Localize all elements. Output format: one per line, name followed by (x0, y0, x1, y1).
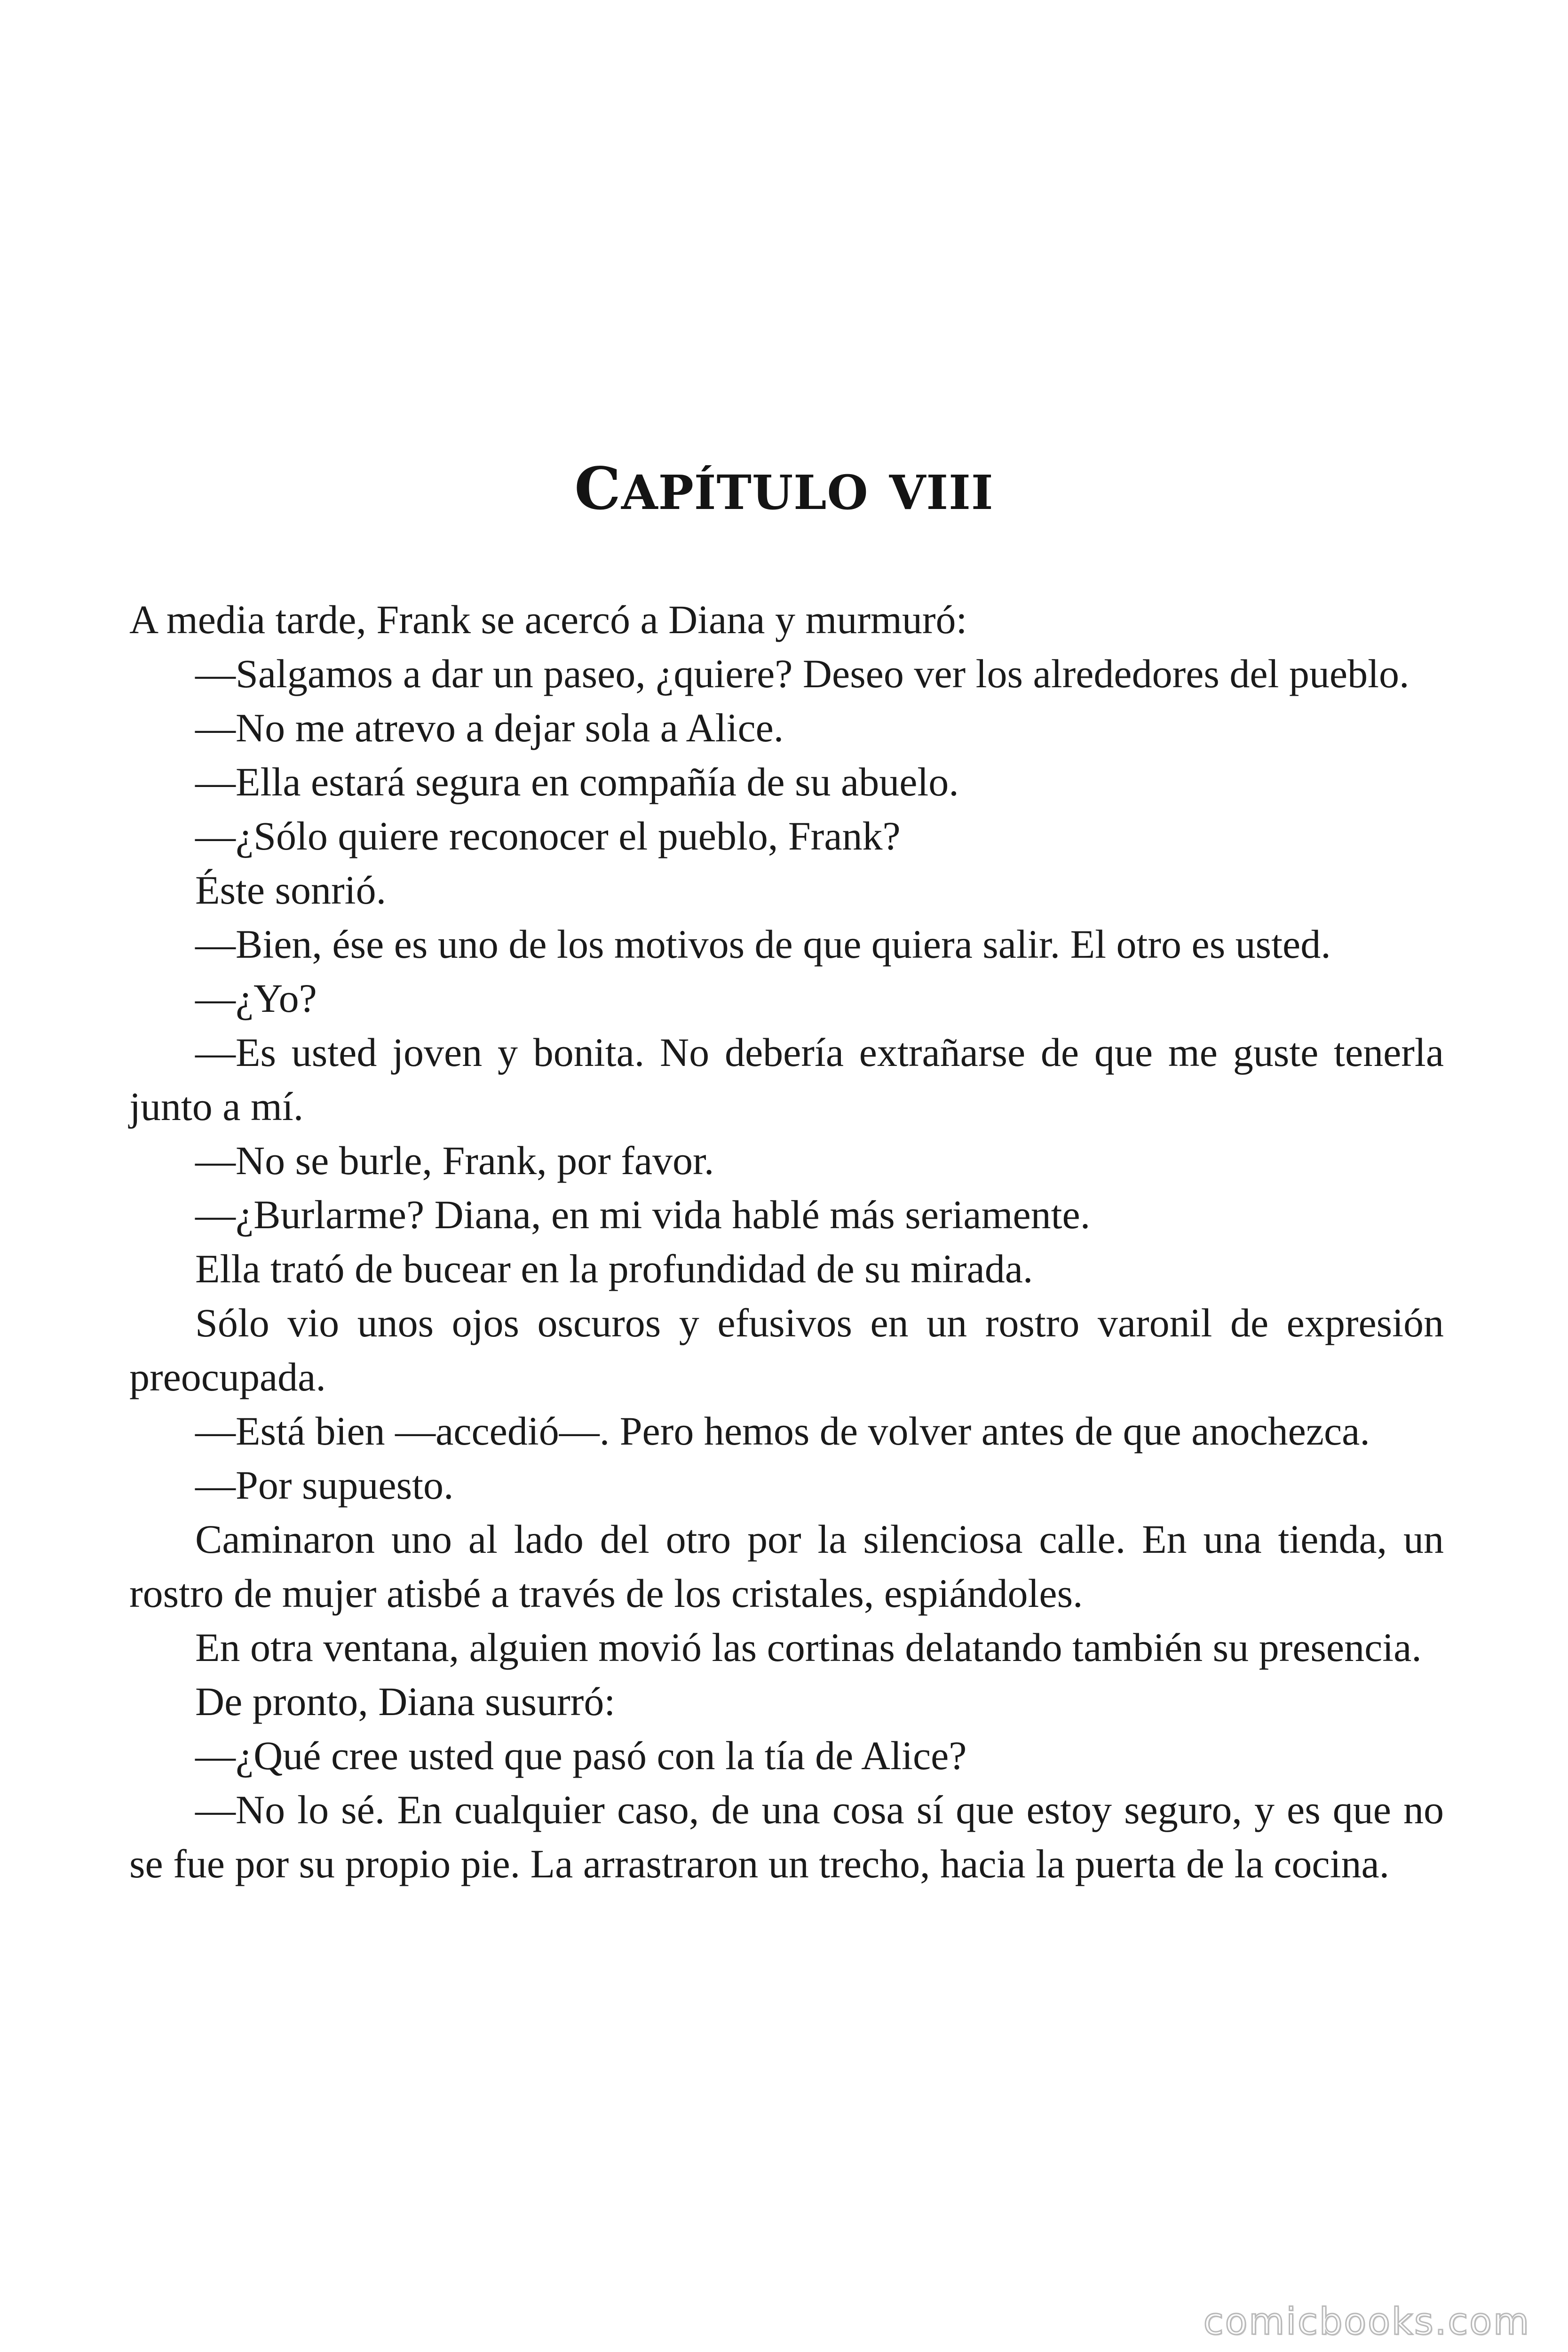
paragraph: —Por supuesto. (195, 1462, 454, 1508)
paragraph: —Está bien —accedió—. Pero hemos de volver antes de que anochezca. (195, 1408, 1370, 1454)
watermark-logo: comicbooks.com (1203, 2301, 1530, 2343)
chapter-body (129, 593, 1444, 1891)
paragraph: Caminaron uno al lado del otro por la silenciosa calle. En una tienda, un rostro de mujer atisbé a través de los cristales, espiándoles. (129, 1517, 1444, 1616)
paragraph: —Bien, ése es uno de los motivos de que quiera salir. El otro es usted. (195, 922, 1331, 967)
paragraph: —¿Burlarme? Diana, en mi vida hablé más seriamente. (195, 1192, 1091, 1237)
chapter-title (0, 452, 1568, 530)
paragraph: —No me atrevo a dejar sola a Alice. (195, 705, 784, 750)
paragraph: —Es usted joven y bonita. No debería extrañarse de que me guste tenerla junto a mí. (129, 1030, 1444, 1129)
paragraph: —No se burle, Frank, por favor. (195, 1138, 714, 1183)
paragraph: —No lo sé. En cualquier caso, de una cosa sí que estoy seguro, y es que no se fue por su propio pie. La arrastraron un trecho, hacia la puerta de la cocina. (129, 1787, 1444, 1886)
paragraph: Ella trató de bucear en la profundidad de su mirada. (195, 1246, 1033, 1291)
paragraph: —¿Yo? (195, 976, 317, 1021)
paragraph: —¿Sólo quiere reconocer el pueblo, Frank? (195, 813, 901, 858)
paragraph: A media tarde, Frank se acercó a Diana y murmuró: (129, 597, 967, 642)
paragraph: —¿Qué cree usted que pasó con la tía de Alice? (195, 1733, 967, 1778)
chapter-title-initial: C (574, 455, 621, 523)
paragraph: Sólo vio unos ojos oscuros y efusivos en un rostro varonil de expresión preocupada. (129, 1300, 1444, 1399)
paragraph: —Salgamos a dar un paseo, ¿quiere? Deseo ver los alrededores del pueblo. (195, 651, 1410, 696)
chapter-number: VIII (889, 465, 994, 520)
paragraph: —Ella estará segura en compañía de su abuelo. (195, 759, 959, 804)
paragraph: En otra ventana, alguien movió las cortinas delatando también su presencia. (195, 1625, 1422, 1670)
chapter-title-word: APÍTULO (621, 465, 869, 520)
paragraph: De pronto, Diana susurró: (195, 1679, 616, 1724)
paragraph: Éste sonrió. (195, 867, 387, 913)
